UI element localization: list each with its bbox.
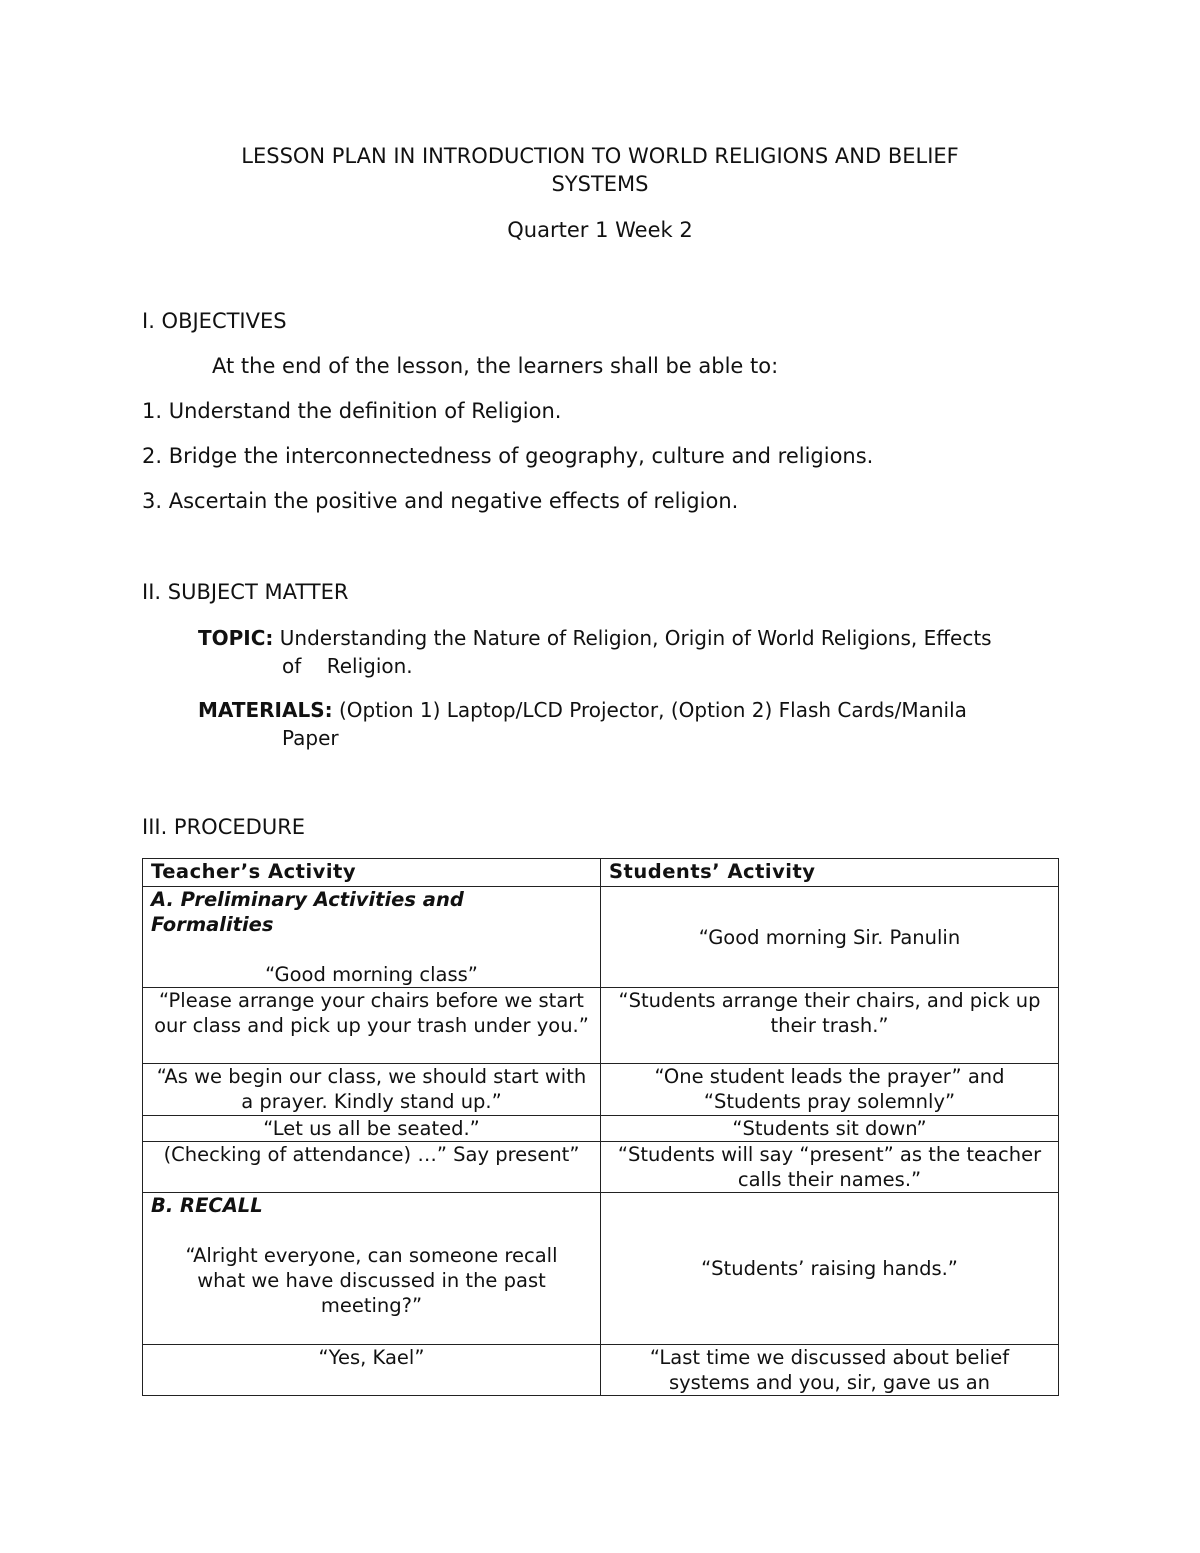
students-cell: “Students’ raising hands.” — [601, 1193, 1059, 1345]
objectives-intro: At the end of the lesson, the learners shall be able to: — [212, 354, 779, 378]
section-b-label: B. RECALL — [151, 1194, 263, 1217]
table-row — [143, 1193, 1059, 1345]
students-cell: “Last time we discussed about belief systems and you, sir, gave us an — [601, 1345, 1059, 1396]
section-a-label: A. Preliminary Activities and Formalities — [151, 888, 464, 936]
topic-text: Understanding the Nature of Religion, Origin of World Religions, Effects — [279, 626, 992, 650]
objective-item: 1. Understand the definition of Religion. — [142, 399, 562, 423]
materials-text: (Option 1) Laptop/LCD Projector, (Option 2) Flash Cards/Manila — [338, 698, 967, 722]
topic-label: TOPIC: — [198, 626, 274, 650]
teacher-cell — [143, 887, 601, 988]
students-cell: “Students will say “present” as the teacher calls their names.” — [601, 1142, 1059, 1193]
teacher-text: “Good morning class” — [265, 963, 478, 986]
table-row — [143, 1345, 1059, 1396]
table-row — [143, 1064, 1059, 1116]
teacher-cell — [143, 1193, 601, 1345]
subject-matter-heading: II. SUBJECT MATTER — [142, 580, 349, 604]
document-subtitle: Quarter 1 Week 2 — [507, 218, 693, 242]
objective-item: 2. Bridge the interconnectedness of geography, culture and religions. — [142, 444, 874, 468]
table-row — [143, 1142, 1059, 1193]
table-row — [143, 988, 1059, 1064]
teacher-cell: “Yes, Kael” — [143, 1345, 601, 1396]
students-cell: “One student leads the prayer” and “Students pray solemnly” — [601, 1064, 1059, 1116]
objectives-heading: I. OBJECTIVES — [142, 309, 287, 333]
table-row — [143, 1116, 1059, 1142]
teacher-cell: “Let us all be seated.” — [143, 1116, 601, 1142]
column-header-students: Students’ Activity — [601, 859, 1059, 887]
procedure-heading: III. PROCEDURE — [142, 815, 306, 839]
table-row — [143, 887, 1059, 988]
document-title-line2: SYSTEMS — [551, 172, 649, 196]
column-header-teacher: Teacher’s Activity — [143, 859, 601, 887]
procedure-table — [142, 858, 1059, 1396]
students-cell: “Good morning Sir. Panulin — [601, 887, 1059, 988]
students-cell: “Students sit down” — [601, 1116, 1059, 1142]
topic-text-line2: of Religion. — [282, 654, 413, 678]
teacher-cell: “As we begin our class, we should start with a prayer. Kindly stand up.” — [143, 1064, 601, 1116]
materials-label: MATERIALS: — [198, 698, 333, 722]
objective-item: 3. Ascertain the positive and negative effects of religion. — [142, 489, 739, 513]
table-header-row — [143, 859, 1059, 887]
teacher-cell: (Checking of attendance) …” Say present” — [143, 1142, 601, 1193]
teacher-text: “Alright everyone, can someone recall what we have discussed in the past meeting?” — [185, 1244, 558, 1317]
document-title: LESSON PLAN IN INTRODUCTION TO WORLD RELIGIONS AND BELIEF — [241, 144, 959, 168]
materials-text-line2: Paper — [282, 726, 339, 750]
students-cell: “Students arrange their chairs, and pick up their trash.” — [601, 988, 1059, 1064]
teacher-cell: “Please arrange your chairs before we start our class and pick up your trash under you.” — [143, 988, 601, 1064]
